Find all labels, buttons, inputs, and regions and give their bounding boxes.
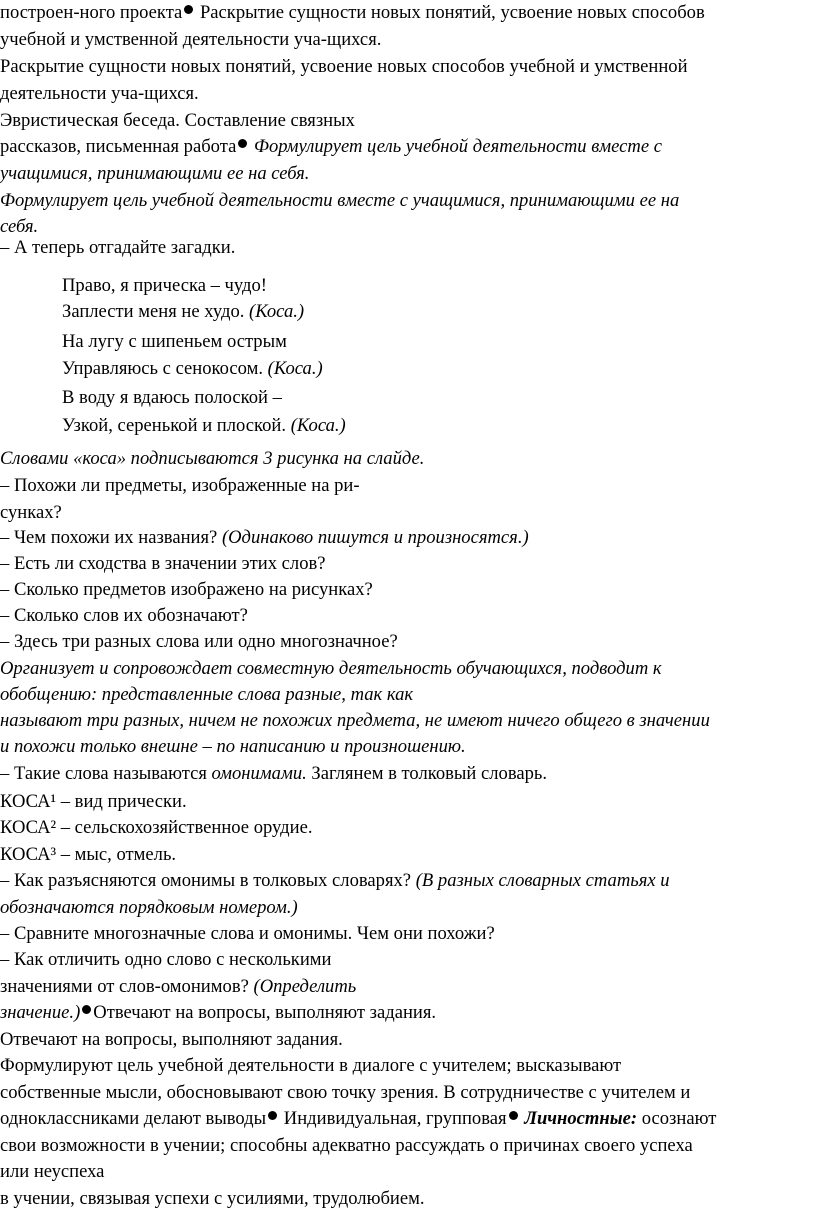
text-span: Заглянем в толковый словарь.: [306, 763, 548, 784]
text-line: – Сколько слов их обозначают?: [0, 605, 248, 626]
bullet-dot-icon: [82, 1005, 91, 1014]
text-line: себя.: [0, 216, 39, 237]
text-span: – Такие слова называются: [0, 763, 212, 784]
text-span: (Определить: [253, 976, 357, 997]
text-span: (В разных словарных статьях и: [415, 870, 670, 891]
text-line: [0, 0, 705, 27]
text-span: (Коса.): [267, 358, 323, 379]
text-line: [0, 1106, 716, 1133]
text-span: Заплести меня не худо.: [62, 301, 250, 322]
text-line: и похожи только внешне – по написанию и произношению.: [0, 736, 466, 757]
text-line: обобщению: представленные слова разные, так как: [0, 684, 414, 705]
text-line: [0, 525, 529, 552]
text-span: (Одинаково пишутся и произносятся.): [221, 527, 529, 548]
text-line: – Сколько предметов изображено на рисунках?: [0, 579, 373, 600]
poem-line: Право, я прическа – чудо!: [62, 275, 267, 296]
text-span: Раскрытие сущности новых понятий, усвоение новых способов: [195, 2, 705, 23]
text-span: Управляюсь с сенокосом.: [62, 358, 268, 379]
text-line: Формулирует цель учебной деятельности вместе с учащимися, принимающими ее на: [0, 190, 680, 211]
poem-line: [62, 413, 346, 440]
text-line: деятельности уча-щихся.: [0, 83, 199, 104]
text-span: значение.): [0, 1002, 81, 1023]
text-line: Эвристическая беседа. Составление связных: [0, 110, 355, 131]
text-line: Организует и сопровождает совместную деятельность обучающихся, подводит к: [0, 658, 662, 679]
poem-line: На лугу с шипеньем острым: [62, 331, 287, 352]
text-line: – Здесь три разных слова или одно многозначное?: [0, 631, 398, 652]
text-line: называют три разных, ничем не похожих предмета, не имеют ничего общего в значении: [0, 710, 710, 731]
text-line: [0, 134, 662, 161]
text-line: Словами «коса» подписываются 3 рисунка на слайде.: [0, 448, 425, 469]
text-line: сунках?: [0, 502, 62, 523]
text-line: свои возможности в учении; способны адекватно рассуждать о причинах своего успеха: [0, 1135, 693, 1156]
heading-personal: Личностные:: [519, 1108, 638, 1129]
text-line: [0, 761, 547, 788]
text-span: Индивидуальная, групповая: [279, 1108, 507, 1129]
poem-line: [62, 356, 323, 383]
text-line: [0, 974, 356, 1001]
text-line: [0, 1000, 436, 1027]
text-line: или неуспеха: [0, 1161, 105, 1182]
dictionary-entry: КОСА³ – мыс, отмель.: [0, 844, 177, 865]
text-line: – А теперь отгадайте загадки.: [0, 237, 236, 258]
text-span: Узкой, серенькой и плоской.: [62, 415, 291, 436]
bullet-dot-icon: [184, 5, 193, 14]
bullet-dot-icon: [238, 139, 247, 148]
text-span: Отвечают на вопросы, выполняют задания.: [93, 1002, 437, 1023]
text-span: (Коса.): [249, 301, 305, 322]
poem-line: В воду я вдаюсь полоской –: [62, 387, 282, 408]
dictionary-entry: КОСА² – сельскохозяйственное орудие.: [0, 817, 313, 838]
text-line: – Как отличить одно слово с несколькими: [0, 949, 332, 970]
dictionary-entry: КОСА¹ – вид прически.: [0, 791, 187, 812]
text-span: (Коса.): [290, 415, 346, 436]
text-line: Раскрытие сущности новых понятий, усвоение новых способов учебной и умственной: [0, 56, 688, 77]
text-line: обозначаются порядковым номером.): [0, 897, 298, 918]
bullet-dot-icon: [268, 1111, 277, 1120]
text-span: рассказов, письменная работа: [0, 136, 237, 157]
text-line: [0, 868, 670, 895]
bullet-dot-icon: [509, 1111, 518, 1120]
poem-line: [62, 299, 304, 326]
text-line: учебной и умственной деятельности уча-щихся.: [0, 29, 382, 50]
text-line: Формулируют цель учебной деятельности в диалоге с учителем; высказывают: [0, 1055, 622, 1076]
text-line: в учении, связывая успехи с усилиями, трудолюбием.: [0, 1188, 425, 1209]
text-span: построен-ного проекта: [0, 2, 183, 23]
text-line: – Похожи ли предметы, изображенные на ри-: [0, 475, 360, 496]
text-span: осознают: [637, 1108, 717, 1129]
text-span: – Как разъясняются омонимы в толковых словарях?: [0, 870, 416, 891]
text-span: значениями от слов-омонимов?: [0, 976, 254, 997]
text-line: – Есть ли сходства в значении этих слов?: [0, 553, 326, 574]
text-line: учащимися, принимающими ее на себя.: [0, 163, 310, 184]
term-omonimy: омонимами.: [211, 763, 307, 784]
text-span: Формулирует цель учебной деятельности вместе с: [249, 136, 662, 157]
text-span: одноклассниками делают выводы: [0, 1108, 267, 1129]
text-line: Отвечают на вопросы, выполняют задания.: [0, 1029, 343, 1050]
text-span: – Чем похожи их названия?: [0, 527, 222, 548]
text-line: – Сравните многозначные слова и омонимы. Чем они похожи?: [0, 923, 495, 944]
text-line: собственные мысли, обосновывают свою точку зрения. В сотрудничестве с учителем и: [0, 1082, 691, 1103]
